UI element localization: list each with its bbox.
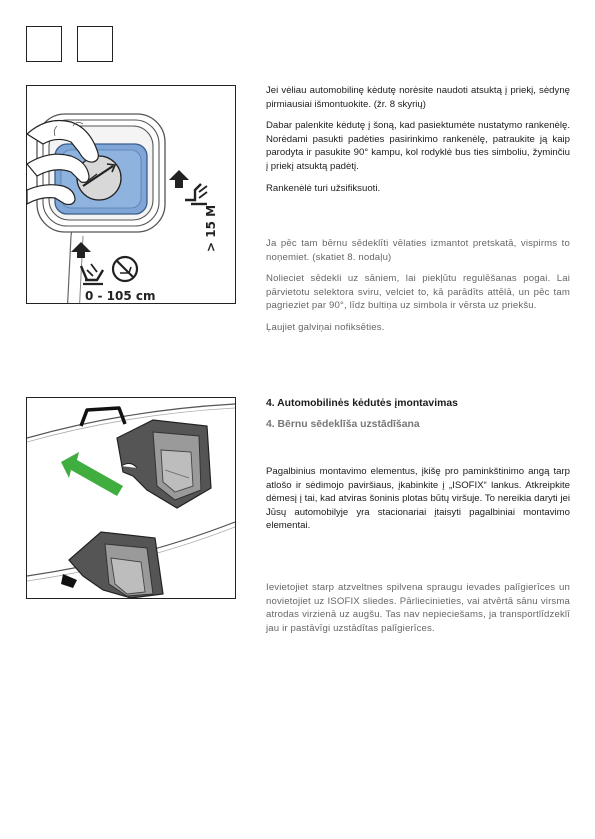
tab-box-2 [77,26,113,62]
text-section-adjust [266,84,570,203]
lv-paragraph-3: Ļaujiet galviņai nofiksēties. [266,321,385,333]
lt-paragraph-4: Pagalbinius montavimo elementus, įkišę pro paminkštinimo angą tarp atlošo ir sėdimojo paviršiaus, įkabinkite į „ISOFIX“ lankus. Atkreipkite dėmesį į tai, kad atviras šoninis plotas būtų viršuje. To nereikia daryti jei Jūsų automobilyje yra stacionariai įtaisyti pagalbiniai montavimo elementai. [266,466,570,532]
figure-adjustment-knob [26,85,236,304]
range-label-left: 0 - 105 cm [85,289,156,303]
lt-paragraph-2: Dabar palenkite kėdutę į šoną, kad pasiektumėte nustatymo rankenėlę. Norėdami pasukti padėties pasirinkimo rankenėlę, patraukite ją kaip parodyta ir pasukite 90° kampu, kol rodyklė bus ties simboliu, žyminčiu į priekį atsuktą padėtį. [266,120,570,172]
text-section-install-lv [266,581,570,643]
lt-paragraph-1: Jei vėliau automobilinę kėdutę norėsite naudoti atsuktą į priekį, sėdynę pirmiausiai išmontuokite. (žr. 8 skyrių) [266,85,570,110]
text-section-install-lt [266,465,570,541]
text-section-adjust-lv [266,237,570,343]
text-section-install-headings [266,397,570,439]
lv-paragraph-1: Ja pēc tam bērnu sēdeklīti vēlaties izmantot pretskatā, vispirms to noņemiet. (skatiet 8. nodaļu) [266,238,570,263]
figure-isofix-guides [26,397,236,599]
tab-box-1 [26,26,62,62]
lt-heading: 4. Automobilinės kėdutės įmontavimas [266,398,458,409]
lv-heading: 4. Bērnu sēdeklīša uzstādīšana [266,419,420,430]
range-label-right: > 15 M [204,204,218,252]
lv-paragraph-2: Nolieciet sēdekli uz sāniem, lai piekļūtu regulēšanas pogai. Lai pārvietotu selektora sviru, velciet to, kā parādīts attēlā, un pēc tam pagrieziet par 90°, līdz bultiņa uz simbola ir vērsta uz priekšu. [266,273,570,312]
lt-paragraph-3: Rankenėlė turi užsifiksuoti. [266,182,381,194]
lv-paragraph-4: Ievietojiet starp atzveltnes spilvena spraugu ievades palīgierīces un novietojiet uz ISOFIX sliedes. Pārliecinieties, vai atvērtā sānu virsma atrodas virzienā uz augšu. Tas nav nepieciešams, ja transportlīdzeklī jau ir pastāvīgi uzstādītas palīgierīces. [266,582,570,634]
